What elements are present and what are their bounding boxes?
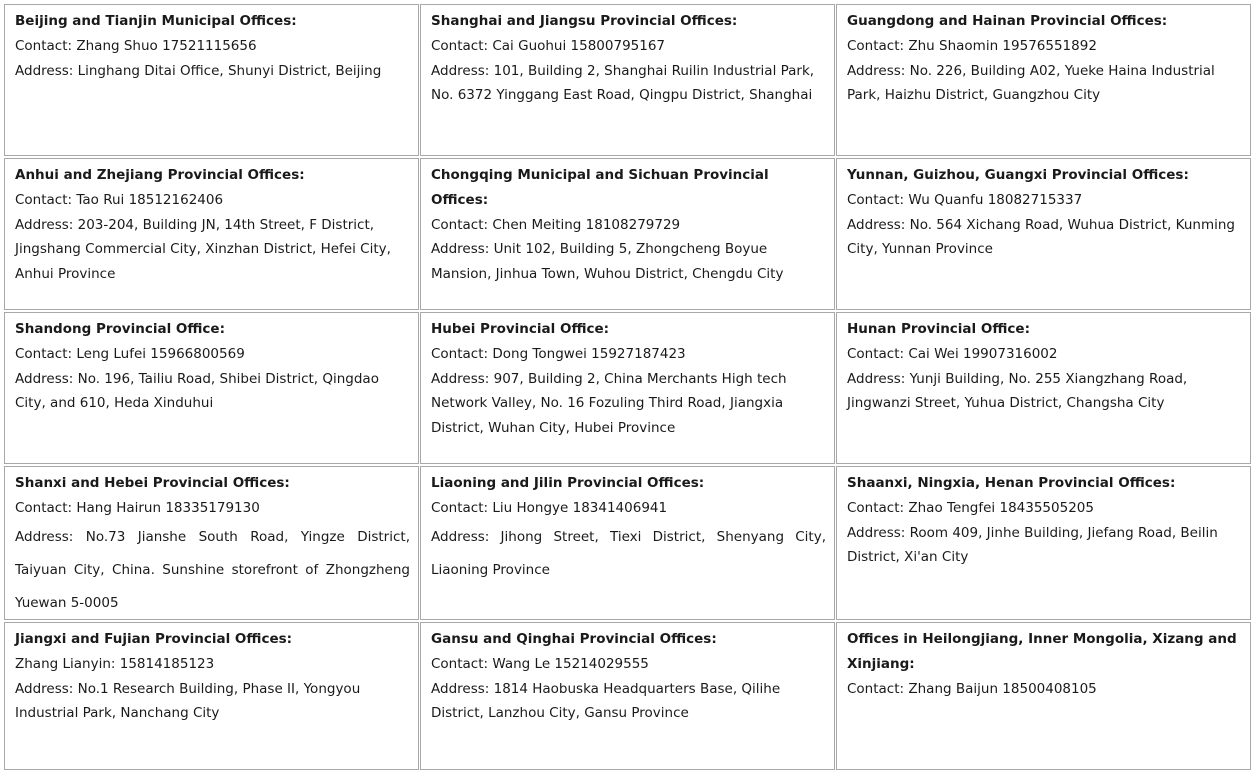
office-contact: Contact: Liu Hongye 18341406941: [431, 499, 668, 516]
office-cell-heilongjiang-mongolia-xizang-xinjiang: [836, 622, 1251, 770]
office-cell-shandong: [4, 312, 419, 464]
office-title: Anhui and Zhejiang Provincial Offices:: [15, 167, 305, 183]
office-cell-shaanxi-ningxia-henan: [836, 466, 1251, 620]
office-cell-shanxi-hebei: [4, 466, 419, 620]
office-cell-shanghai-jiangsu: [420, 4, 835, 156]
office-cell-beijing-tianjin: [4, 4, 419, 156]
office-address: Address: No.1 Research Building, Phase II, Yongyou Industrial Park, Nanchang City: [15, 680, 361, 722]
office-address: Address: No. 226, Building A02, Yueke Haina Industrial Park, Haizhu District, Guangzhou City: [847, 62, 1215, 104]
office-cell-liaoning-jilin: [420, 466, 835, 620]
office-address: Address: Jihong Street, Tiexi District, Shenyang City, Liaoning Province: [431, 528, 826, 578]
office-contact: Contact: Zhang Baijun 18500408105: [847, 680, 1097, 697]
office-contact: Contact: Zhu Shaomin 19576551892: [847, 37, 1097, 54]
office-contact: Zhang Lianyin: 15814185123: [15, 655, 215, 672]
office-title: Chongqing Municipal and Sichuan Provincial Offices:: [431, 167, 769, 208]
office-contact: Contact: Cai Wei 19907316002: [847, 345, 1058, 362]
office-address: Address: Yunji Building, No. 255 Xiangzhang Road, Jingwanzi Street, Yuhua District, Changsha City: [847, 370, 1188, 412]
office-title: Shanxi and Hebei Provincial Offices:: [15, 475, 290, 491]
office-address: Address: 907, Building 2, China Merchants High tech Network Valley, No. 16 Fozuling Third Road, Jiangxia District, Wuhan City, Hubei Province: [431, 370, 787, 437]
office-title: Shanghai and Jiangsu Provincial Offices:: [431, 13, 738, 29]
office-address: Address: 101, Building 2, Shanghai Ruilin Industrial Park, No. 6372 Yinggang East Road, Qingpu District, Shanghai: [431, 62, 815, 104]
office-contact: Contact: Wang Le 15214029555: [431, 655, 649, 672]
office-contact: Contact: Hang Hairun 18335179130: [15, 499, 260, 516]
office-contact: Contact: Chen Meiting 18108279729: [431, 216, 681, 233]
office-contact: Contact: Wu Quanfu 18082715337: [847, 191, 1083, 208]
office-contact: Contact: Tao Rui 18512162406: [15, 191, 224, 208]
office-contact: Contact: Leng Lufei 15966800569: [15, 345, 245, 362]
office-cell-anhui-zhejiang: [4, 158, 419, 310]
office-contact: Contact: Zhang Shuo 17521115656: [15, 37, 257, 54]
office-cell-yunnan-guizhou-guangxi: [836, 158, 1251, 310]
office-contact: Contact: Dong Tongwei 15927187423: [431, 345, 686, 362]
office-title: Beijing and Tianjin Municipal Offices:: [15, 13, 297, 29]
office-cell-guangdong-hainan: [836, 4, 1251, 156]
office-title: Hubei Provincial Office:: [431, 321, 610, 337]
office-contact: Contact: Zhao Tengfei 18435505205: [847, 499, 1094, 516]
office-title: Shandong Provincial Office:: [15, 321, 225, 337]
office-address: Address: Linghang Ditai Office, Shunyi District, Beijing: [15, 62, 382, 79]
office-address: Address: No. 196, Tailiu Road, Shibei District, Qingdao City, and 610, Heda Xinduhui: [15, 370, 379, 412]
office-cell-hunan: [836, 312, 1251, 464]
office-title: Gansu and Qinghai Provincial Offices:: [431, 631, 717, 647]
office-address: Address: 1814 Haobuska Headquarters Base, Qilihe District, Lanzhou City, Gansu Province: [431, 680, 781, 722]
office-title: Jiangxi and Fujian Provincial Offices:: [15, 631, 293, 647]
office-title: Liaoning and Jilin Provincial Offices:: [431, 475, 705, 491]
office-cell-hubei: [420, 312, 835, 464]
office-title: Hunan Provincial Office:: [847, 321, 1030, 337]
office-title: Shaanxi, Ningxia, Henan Provincial Offices:: [847, 475, 1176, 491]
office-address: Address: 203-204, Building JN, 14th Street, F District, Jingshang Commercial City, Xinzhan District, Hefei City, Anhui Province: [15, 216, 391, 283]
office-address: Address: Unit 102, Building 5, Zhongcheng Boyue Mansion, Jinhua Town, Wuhou District, Chengdu City: [431, 241, 784, 283]
office-title: Offices in Heilongjiang, Inner Mongolia, Xizang and Xinjiang:: [847, 631, 1237, 672]
office-cell-gansu-qinghai: [420, 622, 835, 770]
office-cell-chongqing-sichuan: [420, 158, 835, 310]
offices-table: [4, 4, 1252, 772]
office-address: Address: Room 409, Jinhe Building, Jiefang Road, Beilin District, Xi'an City: [847, 524, 1218, 566]
office-cell-jiangxi-fujian: [4, 622, 419, 770]
office-contact: Contact: Cai Guohui 15800795167: [431, 37, 666, 54]
office-title: Guangdong and Hainan Provincial Offices:: [847, 13, 1168, 29]
office-address: Address: No. 564 Xichang Road, Wuhua District, Kunming City, Yunnan Province: [847, 216, 1235, 258]
office-address: Address: No.73 Jianshe South Road, Yingze District, Taiyuan City, China. Sunshine storefront of Zhongzheng Yuewan 5-0005: [15, 528, 410, 612]
office-title: Yunnan, Guizhou, Guangxi Provincial Offices:: [847, 167, 1189, 183]
